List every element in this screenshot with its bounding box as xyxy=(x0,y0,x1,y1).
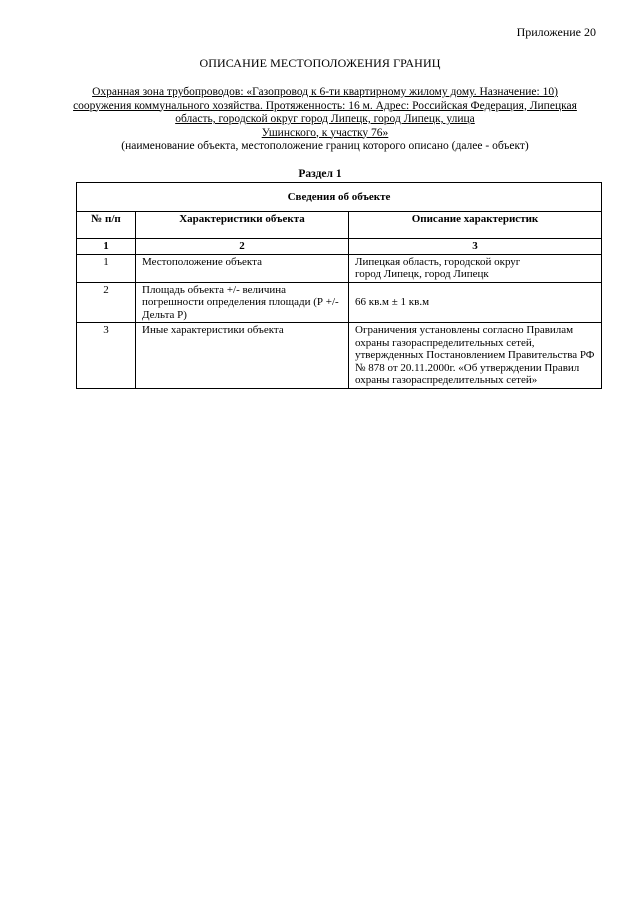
row-description: 66 кв.м ± 1 кв.м xyxy=(349,282,602,323)
col-number-3: 3 xyxy=(349,239,602,255)
object-info-table xyxy=(76,182,602,389)
table-row xyxy=(77,254,602,282)
row-characteristic: Иные характеристики объекта xyxy=(136,323,349,389)
section-title: Раздел 1 xyxy=(298,168,342,180)
row-description: Ограничения установлены согласно Правилам охраны газораспределительных сетей, утвержденных Постановлением Правительства РФ № 878 от 20.11.2000г. «Об утверждении Правил охраны газораспределительных сетей» xyxy=(349,323,602,389)
appendix-label: Приложение 20 xyxy=(516,25,596,39)
object-name-line-3: область, городской округ город Липецк, город Липецк, улица xyxy=(175,113,475,125)
header-characteristic: Характеристики объекта xyxy=(136,212,349,239)
row-num: 2 xyxy=(77,282,136,323)
row-description: Липецкая область, городской округ город Липецк, город Липецк xyxy=(349,254,602,282)
row-characteristic: Местоположение объекта xyxy=(136,254,349,282)
table-row xyxy=(77,282,602,323)
col-number-1: 1 xyxy=(77,239,136,255)
header-num: № п/п xyxy=(77,212,136,239)
table-row xyxy=(77,323,602,389)
object-name-caption: (наименование объекта, местоположение границ которого описано (далее - объект) xyxy=(121,140,529,152)
row-characteristic: Площадь объекта +/- величина погрешности определения площади (Р +/- Дельта Р) xyxy=(136,282,349,323)
row-num: 3 xyxy=(77,323,136,389)
object-name-line-4: Ушинского, к участку 76» xyxy=(261,126,389,139)
header-description: Описание характеристик xyxy=(349,212,602,239)
document-title: ОПИСАНИЕ МЕСТОПОЛОЖЕНИЯ ГРАНИЦ xyxy=(199,56,441,70)
table-title: Сведения об объекте xyxy=(77,183,602,212)
object-name-line-2: сооружения коммунального хозяйства. Протяженность: 16 м. Адрес: Российская Федерация, Липецкая xyxy=(73,99,577,112)
object-name-block xyxy=(70,86,580,154)
col-number-2: 2 xyxy=(136,239,349,255)
object-name-line-1: Охранная зона трубопроводов: «Газопровод к 6-ти квартирному жилому дому. Назначение: 10) xyxy=(92,86,558,98)
row-num: 1 xyxy=(77,254,136,282)
